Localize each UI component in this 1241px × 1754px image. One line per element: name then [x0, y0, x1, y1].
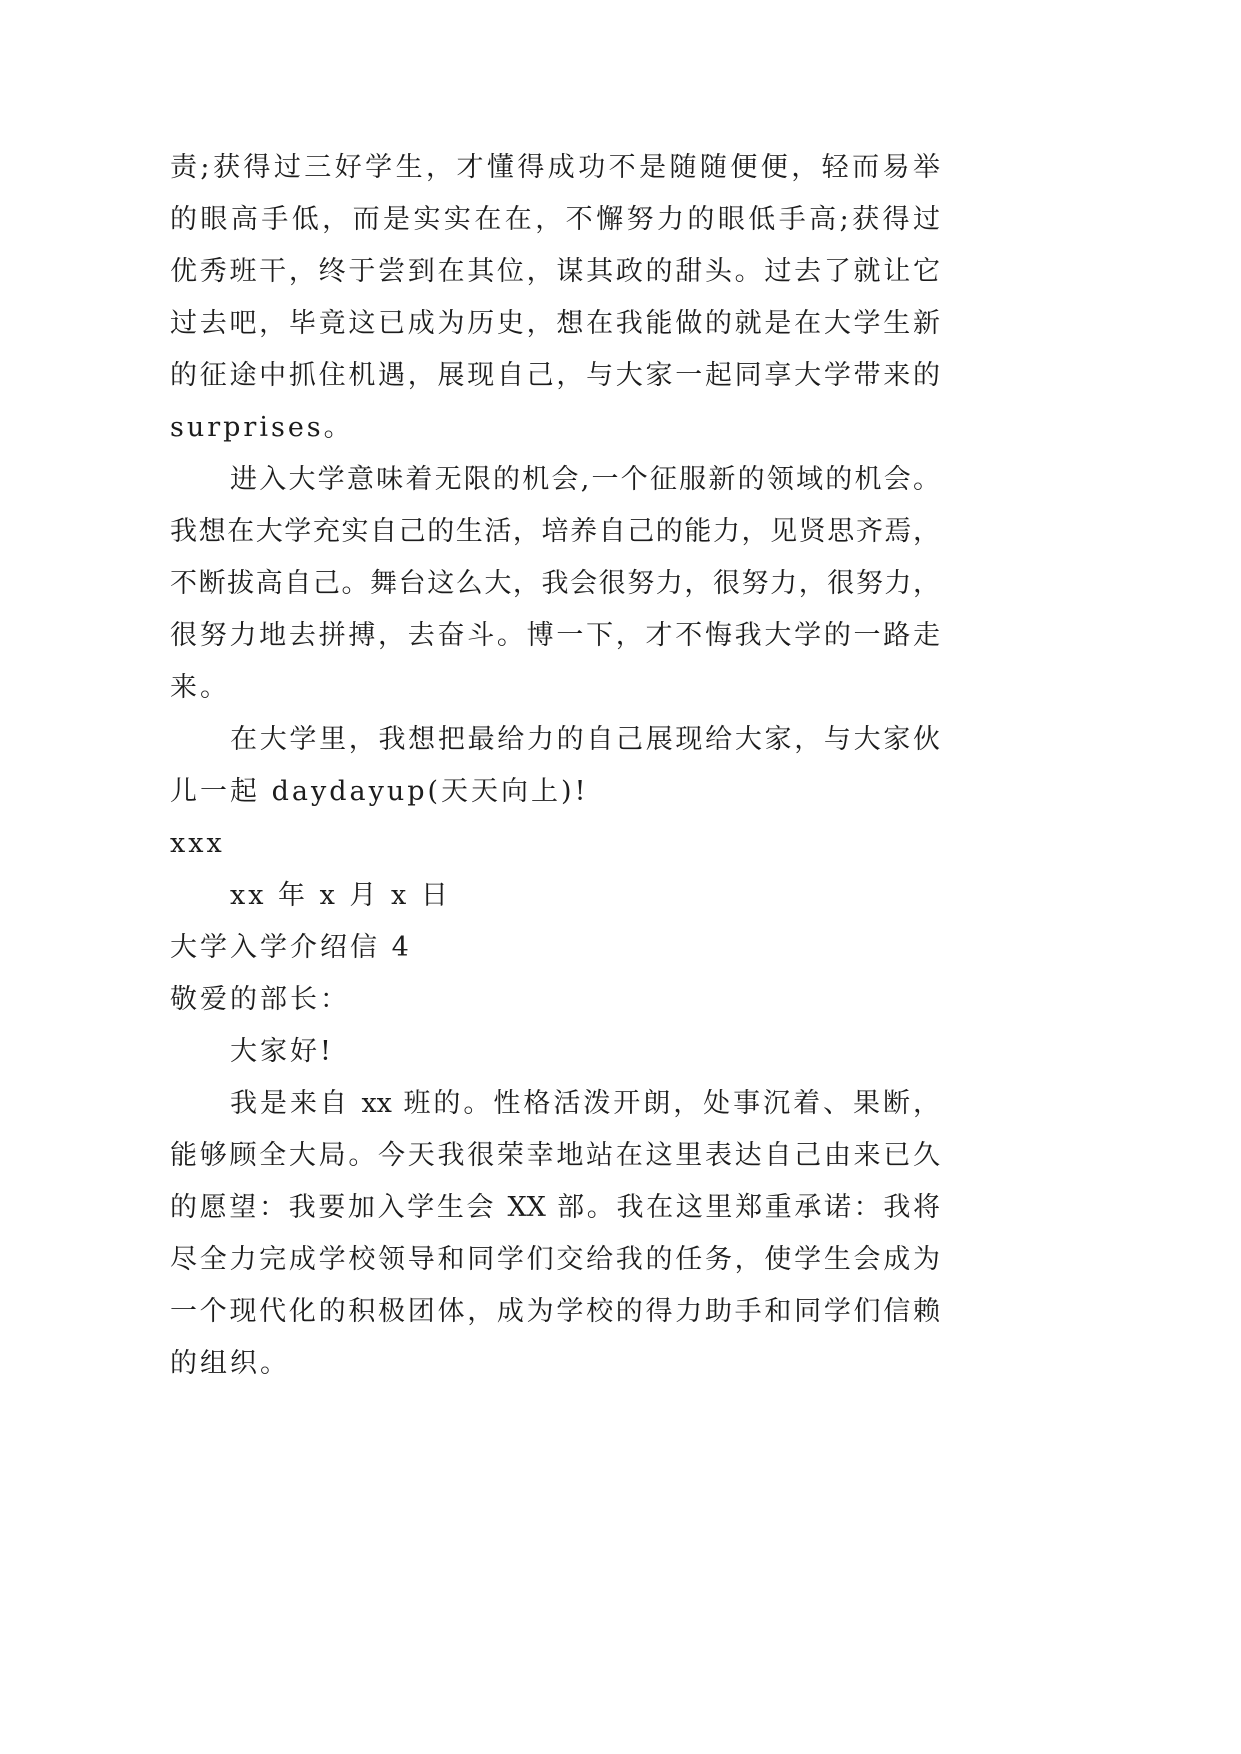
text-line: 儿一起 daydayup(天天向上)! [170, 776, 589, 807]
paragraph-first-line: 我是来自 xx 班的。性格活泼开朗，处事沉着、果断， [230, 1088, 940, 1119]
salutation: 敬爱的部长： [170, 984, 350, 1015]
text-line: surprises。 [170, 412, 354, 443]
text-line: 的组织。 [170, 1348, 290, 1379]
date: xx 年 x 月 x 日 [230, 880, 451, 911]
text-line: 的眼高手低，而是实实在在，不懈努力的眼低手高;获得过 [170, 204, 940, 235]
text-line: 很努力地去拼搏，去奋斗。博一下，才不悔我大学的一路走 [170, 620, 940, 651]
text-line: 过去吧，毕竟这已成为历史，想在我能做的就是在大学生新 [170, 308, 940, 339]
letter4 [170, 922, 940, 1390]
paragraph-first-line: 进入大学意味着无限的机会,一个征服新的领域的机会。 [230, 464, 940, 495]
text-line: 不断拔高自己。舞台这么大，我会很努力，很努力，很努力， [170, 568, 940, 599]
greeting: 大家好! [230, 1036, 334, 1067]
letter-title: 大学入学介绍信 4 [170, 932, 412, 963]
text-line: 我想在大学充实自己的生活，培养自己的能力，见贤思齐焉， [170, 516, 940, 547]
text-line: 能够顾全大局。今天我很荣幸地站在这里表达自己由来已久 [170, 1140, 940, 1171]
paragraph-first-line: 在大学里，我想把最给力的自己展现给大家，与大家伙 [230, 724, 940, 755]
letter3-continued-text [170, 142, 940, 818]
text-line: 责;获得过三好学生，才懂得成功不是随随便便，轻而易举 [170, 152, 940, 183]
signature: xxx [170, 828, 225, 859]
text-line: 的征途中抓住机遇，展现自己，与大家一起同享大学带来的 [170, 360, 940, 391]
text-line: 优秀班干，终于尝到在其位，谋其政的甜头。过去了就让它 [170, 256, 940, 287]
text-line: 的愿望：我要加入学生会 XX 部。我在这里郑重承诺：我将 [170, 1192, 940, 1223]
text-line: 尽全力完成学校领导和同学们交给我的任务，使学生会成为 [170, 1244, 940, 1275]
text-line: 来。 [170, 672, 230, 703]
document-body [170, 142, 940, 1390]
text-line: 一个现代化的积极团体，成为学校的得力助手和同学们信赖 [170, 1296, 940, 1327]
